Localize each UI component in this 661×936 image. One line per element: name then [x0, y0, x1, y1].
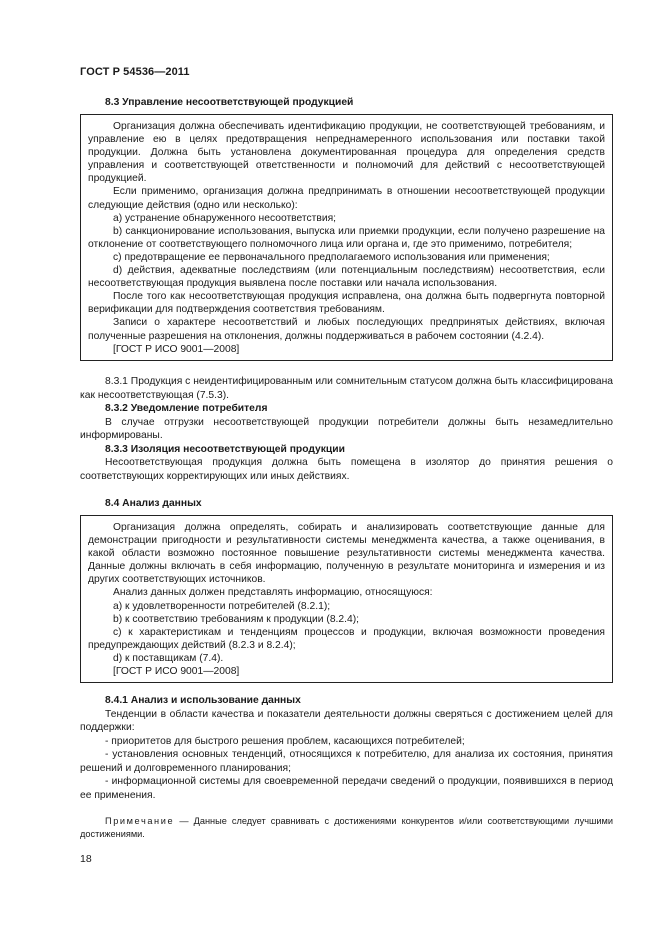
page-number: 18 [80, 853, 92, 865]
list-item: - информационной системы для своевременной передачи сведений о продукции, появившихся в период ее применения. [80, 776, 613, 801]
note-label: Примечание [105, 816, 175, 826]
paragraph: После того как несоответствующая продукция исправлена, она должна быть подвергнута повторной верификации для подтверждения соответствия требованиям. [88, 291, 605, 316]
paragraph: Несоответствующая продукция должна быть помещена в изолятор до принятия решения о соответствующих корректирующих или иных действиях. [80, 457, 613, 482]
section-heading: 8.3 Управление несоответствующей продукцией [105, 97, 354, 108]
paragraph: 8.3.1 Продукция с неидентифицированным или сомнительным статусом должна быть классифицирована как несоответствующая (7.5.3). [80, 376, 613, 401]
subsections-8-3-block [80, 375, 613, 483]
section-heading: 8.3.3 Изоляция несоответствующей продукции [105, 443, 345, 455]
note-text: — Данные следует сравнивать с достижениями конкурентов и/или соответствующими лучшими достижениями. [80, 816, 613, 839]
document-header: ГОСТ Р 54536—2011 [80, 66, 190, 78]
list-item: с) к характеристикам и тенденциям процессов и продукции, включая возможности проведения предупреждающих действий (8.2.3 и 8.2.4); [88, 626, 605, 651]
paragraph: Анализ данных должен представлять информацию, относящуюся: [113, 587, 433, 599]
section-8-3-heading-block [80, 96, 613, 110]
section-8-4-1-block [80, 694, 613, 802]
paragraph: Если применимо, организация должна предпринимать в отношении несоответствующей продукции следующие действия (одно или несколько): [88, 186, 605, 211]
list-item: с) предотвращение ее первоначального предполагаемого использования или применения; [113, 251, 550, 263]
list-item: b) санкционирование использования, выпуска или приемки продукции, если получено разрешение на отклонение от соответствующего полномочного лица или органа и, где это применимо, потребителя; [88, 225, 605, 250]
note-block [80, 815, 613, 840]
paragraph: Записи о характере несоответствий и любых последующих предпринятых действиях, включая полученные разрешения на отклонения, должны поддерживаться в рабочем состоянии (4.2.4). [88, 317, 605, 342]
list-item: d) к поставщикам (7.4). [113, 652, 224, 664]
paragraph: Тенденции в области качества и показатели деятельности должны сверяться с достижением целей для поддержки: [80, 708, 613, 733]
list-item: - приоритетов для быстрого решения проблем, касающихся потребителей; [105, 735, 465, 747]
paragraph: В случае отгрузки несоответствующей продукции потребители должны быть незамедлительно информированы. [80, 416, 613, 441]
quoted-requirement-box [80, 114, 613, 361]
list-item: - установления основных тенденций, относящихся к потребителю, для анализа их состояния, принятия решений и долговременного планирования; [80, 749, 613, 774]
list-item: d) действия, адекватные последствиям (или потенциальным последствиям) несоответствия, если несоответствующая продукция выявлена после поставки или начала использования. [88, 265, 605, 290]
section-heading: 8.4.1 Анализ и использование данных [105, 695, 301, 706]
list-item: а) устранение обнаруженного несоответствия; [113, 212, 337, 224]
source-reference: [ГОСТ Р ИСО 9001—2008] [113, 343, 240, 355]
source-reference: [ГОСТ Р ИСО 9001—2008] [113, 666, 240, 678]
list-item: а) к удовлетворенности потребителей (8.2.1); [113, 600, 331, 612]
section-heading: 8.3.2 Уведомление потребителя [105, 403, 268, 414]
paragraph: Организация должна обеспечивать идентификацию продукции, не соответствующей требованиям, и управление ею в целях предотвращения непреднамеренного использования или поставки такой продукции. Должна быть установлена документированная процедура для определения средств управления и соответствующей ответственности и полномочий для действий с несоответствующей продукцией. [88, 121, 605, 185]
note [80, 815, 613, 840]
section-heading: 8.4 Анализ данных [105, 498, 202, 509]
list-item: b) к соответствию требованиям к продукции (8.2.4); [113, 613, 360, 625]
quoted-requirement-box [80, 515, 613, 683]
paragraph: Организация должна определять, собирать и анализировать соответствующие данные для демонстрации пригодности и результативности системы менеджмента качества, а также оценивания, в какой области возможно постоянное повышение результативности системы менеджмента качества. Данные должны включать в себя информацию, полученную в результате мониторинга и измерения и из других соответствующих источников. [88, 522, 605, 586]
section-8-4-heading-block [80, 497, 613, 511]
